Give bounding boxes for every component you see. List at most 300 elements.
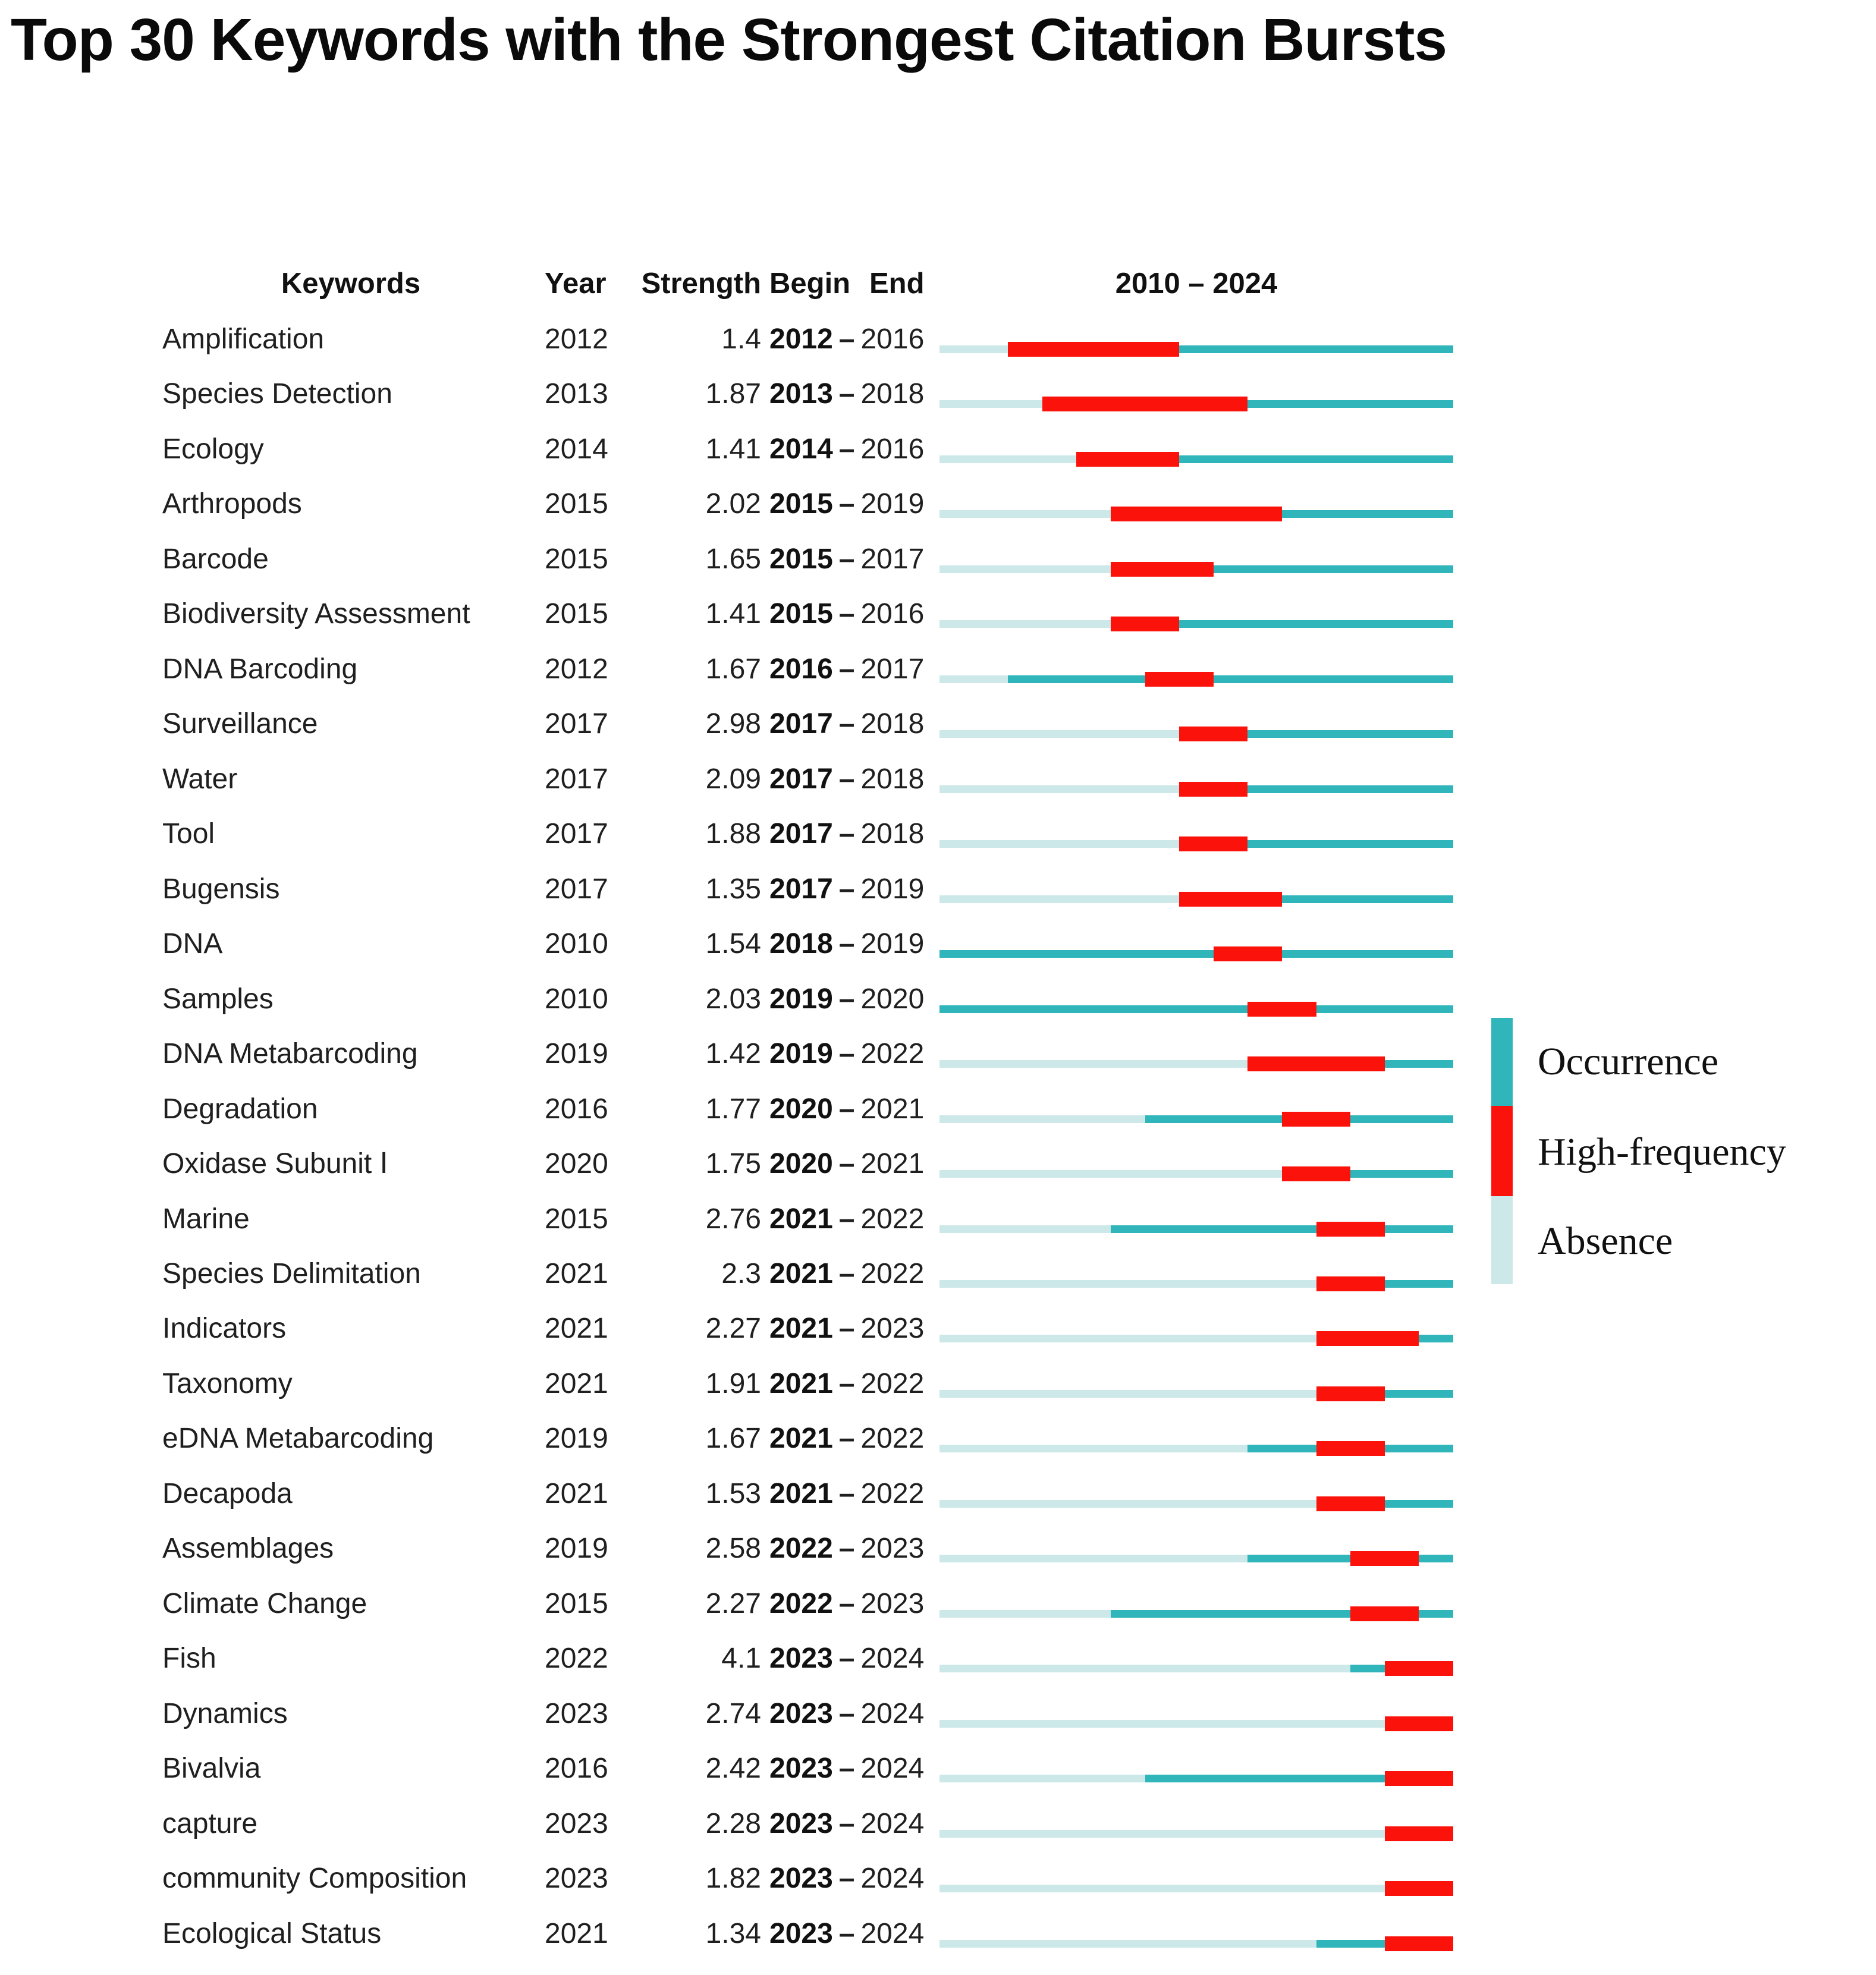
range-dash: – bbox=[838, 378, 855, 410]
timeline-bar bbox=[939, 1468, 1453, 1523]
range-dash: – bbox=[838, 1477, 855, 1509]
table-row bbox=[0, 1798, 1876, 1853]
table-row bbox=[0, 1688, 1876, 1743]
column-header-begin: Begin bbox=[769, 268, 851, 300]
burst-range bbox=[769, 1193, 924, 1246]
timeline-bar bbox=[939, 973, 1453, 1028]
occurrence-segment bbox=[1385, 1225, 1453, 1233]
begin-value: 2020 bbox=[769, 1148, 833, 1180]
timeline-bar bbox=[939, 1523, 1453, 1577]
range-dash: – bbox=[838, 323, 855, 355]
absence-segment bbox=[939, 620, 1111, 628]
year-value: 2015 bbox=[545, 543, 608, 575]
range-dash: – bbox=[838, 653, 855, 685]
absence-segment bbox=[939, 1830, 1385, 1838]
end-value: 2023 bbox=[860, 1313, 925, 1345]
legend-swatch-high-frequency bbox=[1491, 1106, 1513, 1196]
end-value: 2024 bbox=[860, 1917, 925, 1949]
table-row bbox=[0, 808, 1876, 863]
column-header-year: Year bbox=[545, 268, 607, 300]
timeline-bar bbox=[939, 643, 1453, 698]
begin-value: 2019 bbox=[769, 983, 833, 1015]
keyword-label: DNA bbox=[162, 928, 223, 960]
year-value: 2021 bbox=[545, 1477, 608, 1509]
legend-swatch-occurrence bbox=[1491, 1018, 1513, 1106]
begin-value: 2015 bbox=[769, 488, 833, 520]
strength-value: 2.42 bbox=[705, 1753, 761, 1785]
timeline-bar bbox=[939, 1083, 1453, 1138]
absence-segment bbox=[939, 1445, 1247, 1452]
timeline-bar bbox=[939, 1853, 1453, 1907]
occurrence-segment bbox=[1316, 1005, 1453, 1013]
begin-value: 2017 bbox=[769, 763, 833, 795]
begin-value: 2021 bbox=[769, 1203, 833, 1235]
begin-value: 2017 bbox=[769, 818, 833, 850]
occurrence-segment bbox=[1179, 455, 1453, 463]
begin-value: 2021 bbox=[769, 1367, 833, 1400]
year-value: 2023 bbox=[545, 1807, 608, 1839]
timeline-bar bbox=[939, 918, 1453, 973]
absence-segment bbox=[939, 675, 1008, 683]
range-dash: – bbox=[838, 1093, 855, 1125]
absence-segment bbox=[939, 1610, 1111, 1618]
strength-value: 1.65 bbox=[705, 543, 761, 575]
keyword-label: community Composition bbox=[162, 1863, 467, 1895]
burst-range bbox=[769, 1413, 924, 1465]
table-row bbox=[0, 588, 1876, 643]
strength-value: 1.34 bbox=[705, 1917, 761, 1949]
burst-segment bbox=[1111, 617, 1179, 631]
strength-value: 4.1 bbox=[721, 1643, 761, 1675]
occurrence-segment bbox=[1247, 400, 1453, 408]
burst-segment bbox=[1145, 672, 1214, 687]
end-value: 2022 bbox=[860, 1367, 925, 1400]
legend-label-absence: Absence bbox=[1538, 1219, 1673, 1263]
begin-value: 2015 bbox=[769, 598, 833, 630]
burst-segment bbox=[1316, 1386, 1385, 1401]
year-value: 2019 bbox=[545, 1038, 608, 1070]
begin-value: 2022 bbox=[769, 1587, 833, 1619]
timeline-bar bbox=[939, 1413, 1453, 1467]
strength-value: 1.77 bbox=[705, 1093, 761, 1125]
burst-segment bbox=[1316, 1222, 1385, 1237]
keyword-label: Barcode bbox=[162, 543, 269, 575]
strength-value: 1.41 bbox=[705, 433, 761, 465]
year-value: 2017 bbox=[545, 818, 608, 850]
absence-segment bbox=[939, 1390, 1316, 1398]
range-dash: – bbox=[838, 1423, 855, 1455]
burst-segment bbox=[1247, 1056, 1384, 1071]
keyword-label: DNA Metabarcoding bbox=[162, 1038, 418, 1070]
strength-value: 1.35 bbox=[705, 873, 761, 905]
range-dash: – bbox=[838, 1697, 855, 1729]
burst-segment bbox=[1111, 562, 1214, 577]
keyword-label: Samples bbox=[162, 983, 274, 1015]
begin-value: 2021 bbox=[769, 1313, 833, 1345]
occurrence-segment bbox=[1214, 675, 1453, 683]
keyword-label: Species Detection bbox=[162, 378, 392, 410]
year-value: 2023 bbox=[545, 1863, 608, 1895]
begin-value: 2020 bbox=[769, 1093, 833, 1125]
timeline-bar bbox=[939, 423, 1453, 478]
range-dash: – bbox=[838, 1643, 855, 1675]
burst-segment bbox=[1008, 342, 1179, 357]
range-dash: – bbox=[838, 1313, 855, 1345]
burst-range bbox=[769, 808, 924, 860]
end-value: 2022 bbox=[860, 1423, 925, 1455]
begin-value: 2023 bbox=[769, 1917, 833, 1949]
year-value: 2017 bbox=[545, 708, 608, 740]
range-dash: – bbox=[838, 1203, 855, 1235]
table-row bbox=[0, 918, 1876, 973]
end-value: 2022 bbox=[860, 1203, 925, 1235]
keyword-label: eDNA Metabarcoding bbox=[162, 1423, 434, 1455]
timeline-bar bbox=[939, 753, 1453, 808]
begin-value: 2021 bbox=[769, 1477, 833, 1509]
burst-range bbox=[769, 1248, 924, 1300]
end-value: 2024 bbox=[860, 1697, 925, 1729]
table-row bbox=[0, 423, 1876, 478]
absence-segment bbox=[939, 1885, 1385, 1892]
year-value: 2020 bbox=[545, 1148, 608, 1180]
timeline-bar bbox=[939, 1248, 1453, 1303]
begin-value: 2023 bbox=[769, 1697, 833, 1729]
end-value: 2016 bbox=[860, 598, 925, 630]
begin-value: 2016 bbox=[769, 653, 833, 685]
burst-range bbox=[769, 1688, 924, 1740]
absence-segment bbox=[939, 1225, 1111, 1233]
end-value: 2017 bbox=[860, 543, 925, 575]
table-row bbox=[0, 1578, 1876, 1633]
year-value: 2015 bbox=[545, 1203, 608, 1235]
table-row bbox=[0, 1468, 1876, 1523]
timeline-header: 2010 – 2024 bbox=[1115, 268, 1278, 300]
keyword-label: DNA Barcoding bbox=[162, 653, 358, 685]
absence-segment bbox=[939, 840, 1179, 848]
burst-range bbox=[769, 1798, 924, 1850]
burst-range bbox=[769, 423, 924, 476]
end-value: 2023 bbox=[860, 1533, 925, 1565]
timeline-bar bbox=[939, 863, 1453, 918]
strength-value: 1.91 bbox=[705, 1367, 761, 1400]
year-value: 2010 bbox=[545, 928, 608, 960]
strength-value: 1.42 bbox=[705, 1038, 761, 1070]
burst-range bbox=[769, 1358, 924, 1410]
range-dash: – bbox=[838, 598, 855, 630]
range-dash: – bbox=[838, 928, 855, 960]
burst-range bbox=[769, 698, 924, 750]
year-value: 2021 bbox=[545, 1917, 608, 1949]
range-dash: – bbox=[838, 1807, 855, 1839]
burst-segment bbox=[1350, 1551, 1419, 1566]
end-value: 2024 bbox=[860, 1643, 925, 1675]
year-value: 2019 bbox=[545, 1533, 608, 1565]
strength-value: 2.27 bbox=[705, 1587, 761, 1619]
year-value: 2016 bbox=[545, 1753, 608, 1785]
year-value: 2012 bbox=[545, 323, 608, 355]
range-dash: – bbox=[838, 433, 855, 465]
occurrence-segment bbox=[1316, 1940, 1385, 1948]
begin-value: 2021 bbox=[769, 1257, 833, 1290]
end-value: 2018 bbox=[860, 818, 925, 850]
range-dash: – bbox=[838, 1148, 855, 1180]
occurrence-segment bbox=[1282, 510, 1453, 518]
occurrence-segment bbox=[1385, 1445, 1453, 1452]
timeline-bar bbox=[939, 698, 1453, 753]
begin-value: 2022 bbox=[769, 1533, 833, 1565]
absence-segment bbox=[939, 785, 1179, 793]
strength-value: 2.76 bbox=[705, 1203, 761, 1235]
table-row bbox=[0, 533, 1876, 588]
occurrence-segment bbox=[1350, 1665, 1385, 1672]
burst-range bbox=[769, 1138, 924, 1190]
year-value: 2010 bbox=[545, 983, 608, 1015]
table-row bbox=[0, 1358, 1876, 1413]
absence-segment bbox=[939, 345, 1008, 353]
year-value: 2021 bbox=[545, 1367, 608, 1400]
end-value: 2016 bbox=[860, 323, 925, 355]
table-row bbox=[0, 368, 1876, 423]
range-dash: – bbox=[838, 543, 855, 575]
strength-value: 1.67 bbox=[705, 653, 761, 685]
burst-segment bbox=[1316, 1496, 1385, 1511]
absence-segment bbox=[939, 1500, 1316, 1508]
keyword-label: Dynamics bbox=[162, 1697, 288, 1729]
burst-range bbox=[769, 1743, 924, 1795]
absence-segment bbox=[939, 1775, 1145, 1782]
end-value: 2021 bbox=[860, 1148, 925, 1180]
timeline-bar bbox=[939, 1028, 1453, 1083]
end-value: 2022 bbox=[860, 1257, 925, 1290]
absence-segment bbox=[939, 510, 1111, 518]
occurrence-segment bbox=[1111, 1225, 1316, 1233]
end-value: 2019 bbox=[860, 873, 925, 905]
range-dash: – bbox=[838, 983, 855, 1015]
keyword-label: Arthropods bbox=[162, 488, 302, 520]
absence-segment bbox=[939, 1335, 1316, 1342]
year-value: 2021 bbox=[545, 1257, 608, 1290]
timeline-bar bbox=[939, 368, 1453, 423]
timeline-bar bbox=[939, 808, 1453, 863]
burst-range bbox=[769, 1578, 924, 1630]
absence-segment bbox=[939, 895, 1179, 903]
burst-range bbox=[769, 918, 924, 970]
strength-value: 2.09 bbox=[705, 763, 761, 795]
occurrence-segment bbox=[1247, 730, 1453, 738]
year-value: 2015 bbox=[545, 1587, 608, 1619]
range-dash: – bbox=[838, 1863, 855, 1895]
end-value: 2016 bbox=[860, 433, 925, 465]
burst-segment bbox=[1179, 727, 1247, 741]
timeline-bar bbox=[939, 1193, 1453, 1248]
strength-value: 2.58 bbox=[705, 1533, 761, 1565]
occurrence-segment bbox=[939, 950, 1214, 958]
occurrence-segment bbox=[1247, 1555, 1350, 1562]
burst-segment bbox=[1179, 892, 1282, 907]
burst-segment bbox=[1179, 782, 1247, 797]
year-value: 2017 bbox=[545, 763, 608, 795]
table-row bbox=[0, 1633, 1876, 1687]
year-value: 2016 bbox=[545, 1093, 608, 1125]
burst-range bbox=[769, 1908, 924, 1960]
table-row bbox=[0, 753, 1876, 808]
table-row bbox=[0, 698, 1876, 753]
end-value: 2018 bbox=[860, 708, 925, 740]
strength-value: 2.3 bbox=[721, 1257, 761, 1290]
range-dash: – bbox=[838, 1038, 855, 1070]
burst-range bbox=[769, 368, 924, 420]
end-value: 2021 bbox=[860, 1093, 925, 1125]
timeline-bar bbox=[939, 1908, 1453, 1963]
occurrence-segment bbox=[1385, 1390, 1453, 1398]
burst-segment bbox=[1385, 1936, 1453, 1951]
absence-segment bbox=[939, 1115, 1145, 1123]
table-row bbox=[0, 643, 1876, 698]
keyword-label: Ecology bbox=[162, 433, 264, 465]
strength-value: 2.27 bbox=[705, 1313, 761, 1345]
strength-value: 2.02 bbox=[705, 488, 761, 520]
strength-value: 1.53 bbox=[705, 1477, 761, 1509]
occurrence-segment bbox=[1008, 675, 1145, 683]
occurrence-segment bbox=[1247, 840, 1453, 848]
burst-segment bbox=[1350, 1606, 1419, 1621]
begin-value: 2012 bbox=[769, 323, 833, 355]
absence-segment bbox=[939, 1170, 1282, 1178]
occurrence-segment bbox=[1145, 1115, 1282, 1123]
keyword-label: Marine bbox=[162, 1203, 250, 1235]
legend-label-high-frequency: High-frequency bbox=[1538, 1130, 1786, 1174]
burst-segment bbox=[1282, 1166, 1350, 1181]
absence-segment bbox=[939, 1940, 1316, 1948]
end-value: 2024 bbox=[860, 1807, 925, 1839]
burst-range bbox=[769, 588, 924, 640]
year-value: 2015 bbox=[545, 488, 608, 520]
year-value: 2012 bbox=[545, 653, 608, 685]
occurrence-segment bbox=[1419, 1555, 1453, 1562]
begin-value: 2013 bbox=[769, 378, 833, 410]
begin-value: 2017 bbox=[769, 708, 833, 740]
year-value: 2017 bbox=[545, 873, 608, 905]
end-value: 2020 bbox=[860, 983, 925, 1015]
range-dash: – bbox=[838, 763, 855, 795]
burst-segment bbox=[1042, 397, 1248, 411]
occurrence-segment bbox=[1419, 1610, 1453, 1618]
table-row bbox=[0, 1303, 1876, 1357]
absence-segment bbox=[939, 730, 1179, 738]
strength-value: 2.74 bbox=[705, 1697, 761, 1729]
absence-segment bbox=[939, 1060, 1247, 1068]
burst-segment bbox=[1316, 1441, 1385, 1456]
year-value: 2022 bbox=[545, 1643, 608, 1675]
range-dash: – bbox=[838, 873, 855, 905]
occurrence-segment bbox=[1350, 1170, 1453, 1178]
strength-value: 1.75 bbox=[705, 1148, 761, 1180]
occurrence-segment bbox=[1282, 950, 1453, 958]
keyword-label: Ecological Status bbox=[162, 1917, 382, 1949]
burst-segment bbox=[1214, 946, 1282, 961]
range-dash: – bbox=[838, 1367, 855, 1400]
table-row bbox=[0, 313, 1876, 368]
strength-value: 1.54 bbox=[705, 928, 761, 960]
table-row bbox=[0, 863, 1876, 918]
occurrence-segment bbox=[1179, 620, 1453, 628]
end-value: 2019 bbox=[860, 488, 925, 520]
burst-segment bbox=[1111, 507, 1282, 521]
column-header-strength: Strength bbox=[641, 268, 761, 300]
keyword-label: Bivalvia bbox=[162, 1753, 261, 1785]
burst-range bbox=[769, 1303, 924, 1355]
burst-segment bbox=[1282, 1112, 1350, 1127]
burst-range bbox=[769, 1083, 924, 1136]
timeline-bar bbox=[939, 1798, 1453, 1853]
begin-value: 2019 bbox=[769, 1038, 833, 1070]
keyword-label: Tool bbox=[162, 818, 215, 850]
end-value: 2022 bbox=[860, 1038, 925, 1070]
burst-range bbox=[769, 313, 924, 366]
keyword-label: Degradation bbox=[162, 1093, 318, 1125]
timeline-bar bbox=[939, 1303, 1453, 1357]
absence-segment bbox=[939, 455, 1076, 463]
table-row bbox=[0, 478, 1876, 533]
occurrence-segment bbox=[1214, 565, 1453, 573]
timeline-bar bbox=[939, 1633, 1453, 1687]
absence-segment bbox=[939, 1665, 1350, 1672]
end-value: 2018 bbox=[860, 763, 925, 795]
begin-value: 2023 bbox=[769, 1863, 833, 1895]
burst-range bbox=[769, 1633, 924, 1685]
year-value: 2019 bbox=[545, 1423, 608, 1455]
burst-segment bbox=[1385, 1661, 1453, 1676]
table-row bbox=[0, 973, 1876, 1028]
range-dash: – bbox=[838, 1917, 855, 1949]
legend-label-occurrence: Occurrence bbox=[1538, 1040, 1719, 1083]
strength-value: 1.82 bbox=[705, 1863, 761, 1895]
keyword-label: Indicators bbox=[162, 1313, 287, 1345]
burst-segment bbox=[1316, 1276, 1385, 1291]
begin-value: 2021 bbox=[769, 1423, 833, 1455]
year-value: 2014 bbox=[545, 433, 608, 465]
occurrence-segment bbox=[1350, 1115, 1453, 1123]
timeline-bar bbox=[939, 588, 1453, 643]
range-dash: – bbox=[838, 1257, 855, 1290]
strength-value: 1.67 bbox=[705, 1423, 761, 1455]
burst-segment bbox=[1385, 1716, 1453, 1731]
timeline-bar bbox=[939, 533, 1453, 588]
range-dash: – bbox=[838, 1753, 855, 1785]
table-row bbox=[0, 1413, 1876, 1467]
keyword-label: Surveillance bbox=[162, 708, 318, 740]
strength-value: 2.28 bbox=[705, 1807, 761, 1839]
occurrence-segment bbox=[1419, 1335, 1453, 1342]
table-row bbox=[0, 1743, 1876, 1797]
begin-value: 2023 bbox=[769, 1753, 833, 1785]
keyword-label: Amplification bbox=[162, 323, 325, 355]
begin-value: 2015 bbox=[769, 543, 833, 575]
burst-range bbox=[769, 753, 924, 806]
keyword-label: Climate Change bbox=[162, 1587, 367, 1619]
table-row bbox=[0, 1523, 1876, 1577]
absence-segment bbox=[939, 400, 1042, 408]
column-header-keywords: Keywords bbox=[281, 268, 421, 300]
keyword-label: Biodiversity Assessment bbox=[162, 598, 470, 630]
burst-segment bbox=[1385, 1826, 1453, 1841]
strength-value: 1.41 bbox=[705, 598, 761, 630]
timeline-bar bbox=[939, 1358, 1453, 1413]
strength-value: 2.03 bbox=[705, 983, 761, 1015]
range-dash: – bbox=[838, 488, 855, 520]
burst-range bbox=[769, 1853, 924, 1905]
keyword-label: Oxidase Subunit Ⅰ bbox=[162, 1148, 388, 1180]
